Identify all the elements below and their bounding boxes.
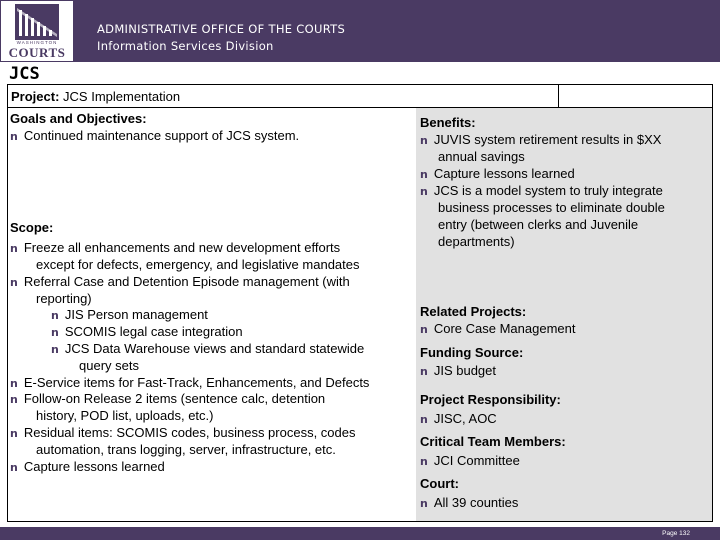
- logo-state-text: WASHINGTON: [16, 40, 58, 45]
- scope-item: n Freeze all enhancements and new development efforts: [10, 240, 340, 258]
- project-value: JCS Implementation: [63, 89, 181, 104]
- benefits-item: n JCS is a model system to truly integrate: [420, 183, 663, 201]
- funding-source-item: n JIS budget: [420, 363, 496, 381]
- scope-subitem: n SCOMIS legal case integration: [51, 324, 243, 342]
- scope-subitem: n JIS Person management: [51, 307, 208, 325]
- goals-item: n Continued maintenance support of JCS system.: [10, 128, 299, 146]
- header-office-title: ADMINISTRATIVE OFFICE OF THE COURTS: [97, 22, 346, 36]
- scope-subitem-continued: query sets: [79, 358, 139, 373]
- logo-courts-text: COURTS: [8, 45, 66, 60]
- scope-item-continued: except for defects, emergency, and legislative mandates: [36, 257, 360, 272]
- project-label: Project:: [11, 89, 60, 104]
- scope-item-continued: history, POD list, uploads, etc.): [36, 408, 214, 423]
- scope-subitem: n JCS Data Warehouse views and standard statewide: [51, 341, 364, 359]
- related-projects-item: n Core Case Management: [420, 321, 575, 339]
- scope-item: n E-Service items for Fast-Track, Enhancements, and Defects: [10, 375, 369, 393]
- scope-item: n Referral Case and Detention Episode management (with: [10, 274, 350, 292]
- goals-heading: Goals and Objectives:: [10, 111, 147, 126]
- benefits-item: n Capture lessons learned: [420, 166, 575, 184]
- benefits-item-continued: entry (between clerks and Juvenile: [438, 217, 639, 232]
- benefits-item-continued: departments): [438, 234, 515, 249]
- washington-courts-logo: [1, 1, 73, 61]
- court-item: n All 39 counties: [420, 495, 518, 513]
- scope-item-continued: reporting): [36, 291, 92, 306]
- benefits-item: n JUVIS system retirement results in $XX: [420, 132, 661, 150]
- benefits-item-continued: annual savings: [438, 149, 525, 164]
- project-row: [11, 89, 180, 104]
- header-division-title: Information Services Division: [97, 39, 274, 53]
- related-projects-heading: Related Projects:: [420, 304, 527, 319]
- page-number: Page 132: [662, 530, 690, 537]
- courts-emblem-icon: [15, 4, 59, 40]
- funding-source-heading: Funding Source:: [420, 345, 524, 360]
- scope-heading: Scope:: [10, 220, 54, 235]
- page-title: JCS: [9, 64, 40, 84]
- project-row-divider: [558, 85, 559, 107]
- footer-bar: [0, 527, 720, 540]
- header-bar: [0, 0, 720, 62]
- scope-item: n Follow-on Release 2 items (sentence calc, detention: [10, 391, 325, 409]
- critical-team-item: n JCI Committee: [420, 453, 520, 471]
- critical-team-heading: Critical Team Members:: [420, 434, 566, 449]
- scope-item: n Residual items: SCOMIS codes, business process, codes: [10, 425, 355, 443]
- benefits-heading: Benefits:: [420, 115, 476, 130]
- scope-item: n Capture lessons learned: [10, 459, 165, 477]
- project-responsibility-heading: Project Responsibility:: [420, 392, 561, 407]
- scope-item-continued: automation, trans logging, server, infrastructure, etc.: [36, 442, 336, 457]
- project-responsibility-item: n JISC, AOC: [420, 411, 497, 429]
- benefits-item-continued: business processes to eliminate double: [438, 200, 665, 215]
- court-heading: Court:: [420, 476, 459, 491]
